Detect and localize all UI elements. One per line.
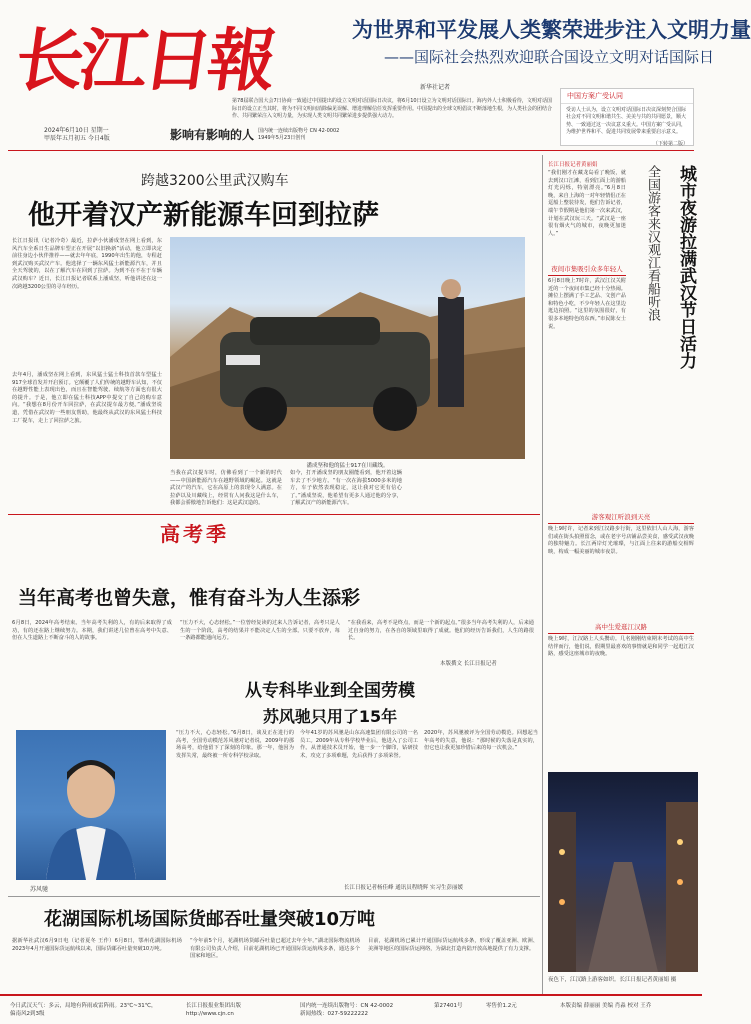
right-col-text4: 晚上9时，江汉路上人头攒动。几名刚刚结束期末考试的高中生结伴而行，他们说，假期里最喜欢的事情就是和同学一起逛江汉路，感受这座城市的夜晚。 [548,636,694,658]
footer-editor: 本版责编 薛丽丽 美编 肖淼 校对 王乔 [560,1003,652,1009]
section-rule [8,514,540,515]
night-photo-caption: 夜色下，江汉路上游客如织。长江日报记者黄丽娟 摄 [548,977,677,983]
footer-website[interactable]: http://www.cjn.cn [186,1011,234,1017]
article2-col2: “压力不大，心态轻松。”一位曾经复读的过来人告诉记者，高考只是人生的一个阶段，高考的结果并不能决定人生的全部。只要不放弃，每一条路都能通向远方。 [180,620,340,642]
footer-price: 零售价1.2元 [486,1003,517,1009]
top-story-subtitle: ——国际社会热烈欢迎联合国设立文明对话国际日 [384,48,715,66]
portrait-caption: 苏风驰 [30,886,49,893]
masthead-rule [8,150,694,151]
registration-info: 国内统一连续出版物号 CN 42-0002 1949年5月23日创刊 [258,128,340,141]
portrait-image [16,730,166,880]
side-box-signature: （下转第二版） [652,140,688,147]
article3-col3: 2020年，苏风驰被评为全国劳动模范。回想起当年高考的失意，他说：“那时候的失落是真实的，但它也让我更加珍惜后来的每一次机会。” [424,730,538,752]
suv-cabin [250,317,380,345]
side-box [560,88,694,146]
street-shape [588,862,658,972]
article4-col2: “今年前5个月，花湖机场货邮吞吐量已超过去年全年。”湖北国际物流机场有限公司负责人介绍，目前花湖机场已开通国际货运航线多条，通达多个国家和地区。 [190,938,360,960]
top-story-agency: 新华社记者 [420,84,451,91]
right-col-text3: 晚上9时许，记者来到江汉路步行街，这里依旧人山人海，游客们或在街头拍照留念，或在老字号店铺品尝美食，感受武汉夜晚的独特魅力。长江两岸灯光璀璨，与江面上往来的游船交相辉映，构成一幅美丽的城市夜景。 [548,526,694,555]
issue-date: 2024年6月10日 星期一 甲辰年五月初五 今日4版 [44,127,110,142]
building-right [666,802,698,972]
lamp-light [559,899,565,905]
article1-col1: 长江日报讯（记者冷奇）最近，拉萨小伙潘成坚在网上看到，东风汽车全系日生品牌车型正在开展“以旧换新”活动，他立即决定前往身边小伙伴推荐——就去年年底，1990年出生的他，专程赶到武汉购买武汉产车。他选择了一辆东风猛士新能源汽车，并且全天驾驶的，以在了解汽车在回到了拉萨。为到不在不在于车辆武汉购车？近日，长江日报记者联系上潘成坚，听他讲述在这一次跨越3200公里的寻车经历。 [12,238,162,290]
right-col-subtitle: 全国游客来汉观江看船听浪 [645,165,660,321]
footer-weather: 今日武汉天气：多云，局地有阵雨或雷阵雨。23℃~31℃，偏南风2到3级 [10,1003,157,1017]
headlight [226,355,260,365]
lamp-light [677,879,683,885]
article1-col4: 如今，打开潘成坚的朋友圈能看到，他开着这辆车去了不少地方。“有一次在海拔5000多米的地方，车子依然表现稳定，这让我对它更有信心了。”潘成坚说，他希望有更多人通过他的分享，了解武汉产的新能源汽车。 [290,470,402,507]
article3-col1: “压力不大，心态轻松。”6月8日，谈及正在进行的高考，全国劳动模范苏风驰对记者说，2009年的那场高考，给他留下了深刻的印象。那一年，他因为发挥失常，最终被一所专科学校录取。 [176,730,294,759]
footer [0,994,702,1024]
section-rule [8,896,540,897]
footer-issue: 第27401号 [434,1003,463,1009]
masthead-slogan: 影响有影响的人 [170,128,255,142]
article2-col3: “在我看来，高考不是终点，而是一个新的起点。”很多当年高考失利的人，后来通过自身的努力，在各自的领域里取得了成就。他们的经历告诉我们，人生的路很长。 [348,620,534,642]
article4-col3: 目前，花湖机场已累计开通国际货运航线多条，形成了覆盖亚洲、欧洲、美洲等地区的国际货运网络，为湖北打造内陆开放高地提供了有力支撑。 [368,938,538,952]
article1-caption: 潘成坚和他的猛士917在川藏线。 [306,463,389,469]
article1-col3: 当我在武汉提车时，仿佛看到了一个新的时代——中国新能源汽车在越野领域的崛起。这就是武汉产的汽车，它在高原上的表现令人满意。在拉萨以及川藏线上，经常有人问我这是什么车，我都会骄傲地告诉他们：这是武汉造的。 [170,470,282,507]
wheel-rear [373,387,417,431]
top-story-title[interactable]: 为世界和平发展人类繁荣进步注入文明力量 [352,18,751,42]
article2-credit: 本版撰文 长江日报记者 [440,661,497,667]
right-col-title[interactable]: 城市夜游拉满武汉节日活力 [676,165,696,369]
side-box-text: 受访人士认为，设立文明对话国际日决议深刻契合国际社会对不同文明和谐共生、美美与共的共同愿景，顺大势、一致通过这一决议意义重大。中国方案广受认同，为维护世界和平、促进共同发展带来重要启示意义。 [566,107,687,136]
article1-photo [170,237,525,459]
building-left [548,812,576,972]
article3-col2: 今年41岁的苏风驰是山东高速集团有限公司的一名员工。2009年从专科学校毕业后，他进入了公司工作。从普通技术员开始，他一步一个脚印，钻研技术，攻克了多项难题，先后获得了多项荣誉。 [300,730,418,759]
wheel-front [243,387,287,431]
lamp-light [559,849,565,855]
right-col-section2: 游客观江听浪到天亮 [548,512,694,524]
article4-col1: 据新华社武汉6月9日电（记者夏冬 王作）6月8日，鄂州花湖国际机场 2023年4月开通国际货运航线以来，国际货邮吞吐量突破10万吨。 [12,938,182,952]
newspaper-logo: 长江日報 [10,21,278,101]
lamp-light [677,839,683,845]
column-divider [542,155,543,995]
article2-col1: 6月8日，2024年高考结束。当年高考失利的人，有的后来取得了成功，有的还在路上继续努力。本期，我们讲述几位曾在高考中失意、但在人生道路上不断奋斗的人的故事。 [12,620,172,642]
article3-title[interactable]: 从专科毕业到全国劳模 [245,681,415,701]
person-head [441,279,461,299]
exam-season-band: 高考季 [160,522,229,546]
side-box-header: 中国方案广受认同 [561,89,693,104]
footer-publisher-block: 长江日报报业集团出版 http://www.cjn.cn [186,1002,296,1018]
night-street-photo [548,772,698,972]
footer-cn-block: 国内统一连续出版物号：CN 42-0002 新闻热线：027-59222222 [300,1003,394,1017]
right-col-text1: “我们刚才在藏龙岛看了晚饭，就去到汉口江滩，看到江面上的游船灯光闪烁，特别漂亮。”6月8日晚，来自上海的一对年轻情侣正在趸船上整装待发，他们告诉记者，端午节假期是他们第一次来武汉，计划在武汉玩三天。“武汉是一座很有烟火气的城市，夜晚更加迷人。” [548,170,626,237]
car-photo-image [170,237,525,459]
top-story-lead: 第78届联合国大会7日协商一致通过中国提出的设立文明对话国际日决议，将6月10日设立为文明对话国际日。海内外人士积极看待，文明对话国际日的设立正当其时，将为不同文明间消除偏见误解、增进理解信任发挥重要作用。中国提出的全球文明倡议不断落地生根，为人类社会的团结合作、共同繁荣注入文明力量，为实现人类文明共同繁荣进步提供强大动力。 [232,98,553,120]
portrait-photo [16,730,166,880]
person-figure [438,297,464,407]
article2-title[interactable]: 当年高考也曾失意，惟有奋斗为人生添彩 [18,587,361,609]
article4-title[interactable]: 花湖国际机场国际货邮吞吐量突破10万吨 [44,909,376,930]
article1-col2: 去年4月，潘成坚在网上看到，东风猛士猛士科技首款车型猛士917全球首发并开启预订。它颠覆了人们传统的越野车认知，不仅在越野性能上表现出色，而且在智能驾驶、续航等方面也有很大的提升。于是，他立即在猛士科技APP中提交了自己的购车意向。“我想在8月份开车回拉萨，在武汉提车最方便。”潘成坚说道，凭借在武汉的一些朋友帮助，他最终从武汉的东风猛士科技工厂提车，走上了回拉萨之旅。 [12,372,162,424]
night-street-image [548,772,698,972]
article1-kicker: 跨越3200公里武汉购车 [141,173,289,189]
right-col-tag: 长江日报记者黄丽娟 [548,162,598,168]
article1-title[interactable]: 他开着汉产新能源车回到拉萨 [28,200,379,231]
right-col-text2: 6月8日晚上7时许，武汉江汉关附近的一个夜间市集已经十分热闹。摊位上摆满了手工艺品、文创产品和特色小吃，不少年轻人在这里边逛边拍照。“这里的氛围很好，有很多本地特色的东西。”市民陈女士说。 [548,278,626,330]
right-col-section3: 高中生爱逛江汉路 [548,622,694,634]
right-col-section1: 夜间市集吸引众多年轻人 [548,264,626,276]
article3-subtitle: 苏风驰只用了15年 [262,707,398,726]
article3-credit: 长江日报记者杨佳峰 通讯员程晓辉 实习生彭丽媛 [344,885,463,891]
